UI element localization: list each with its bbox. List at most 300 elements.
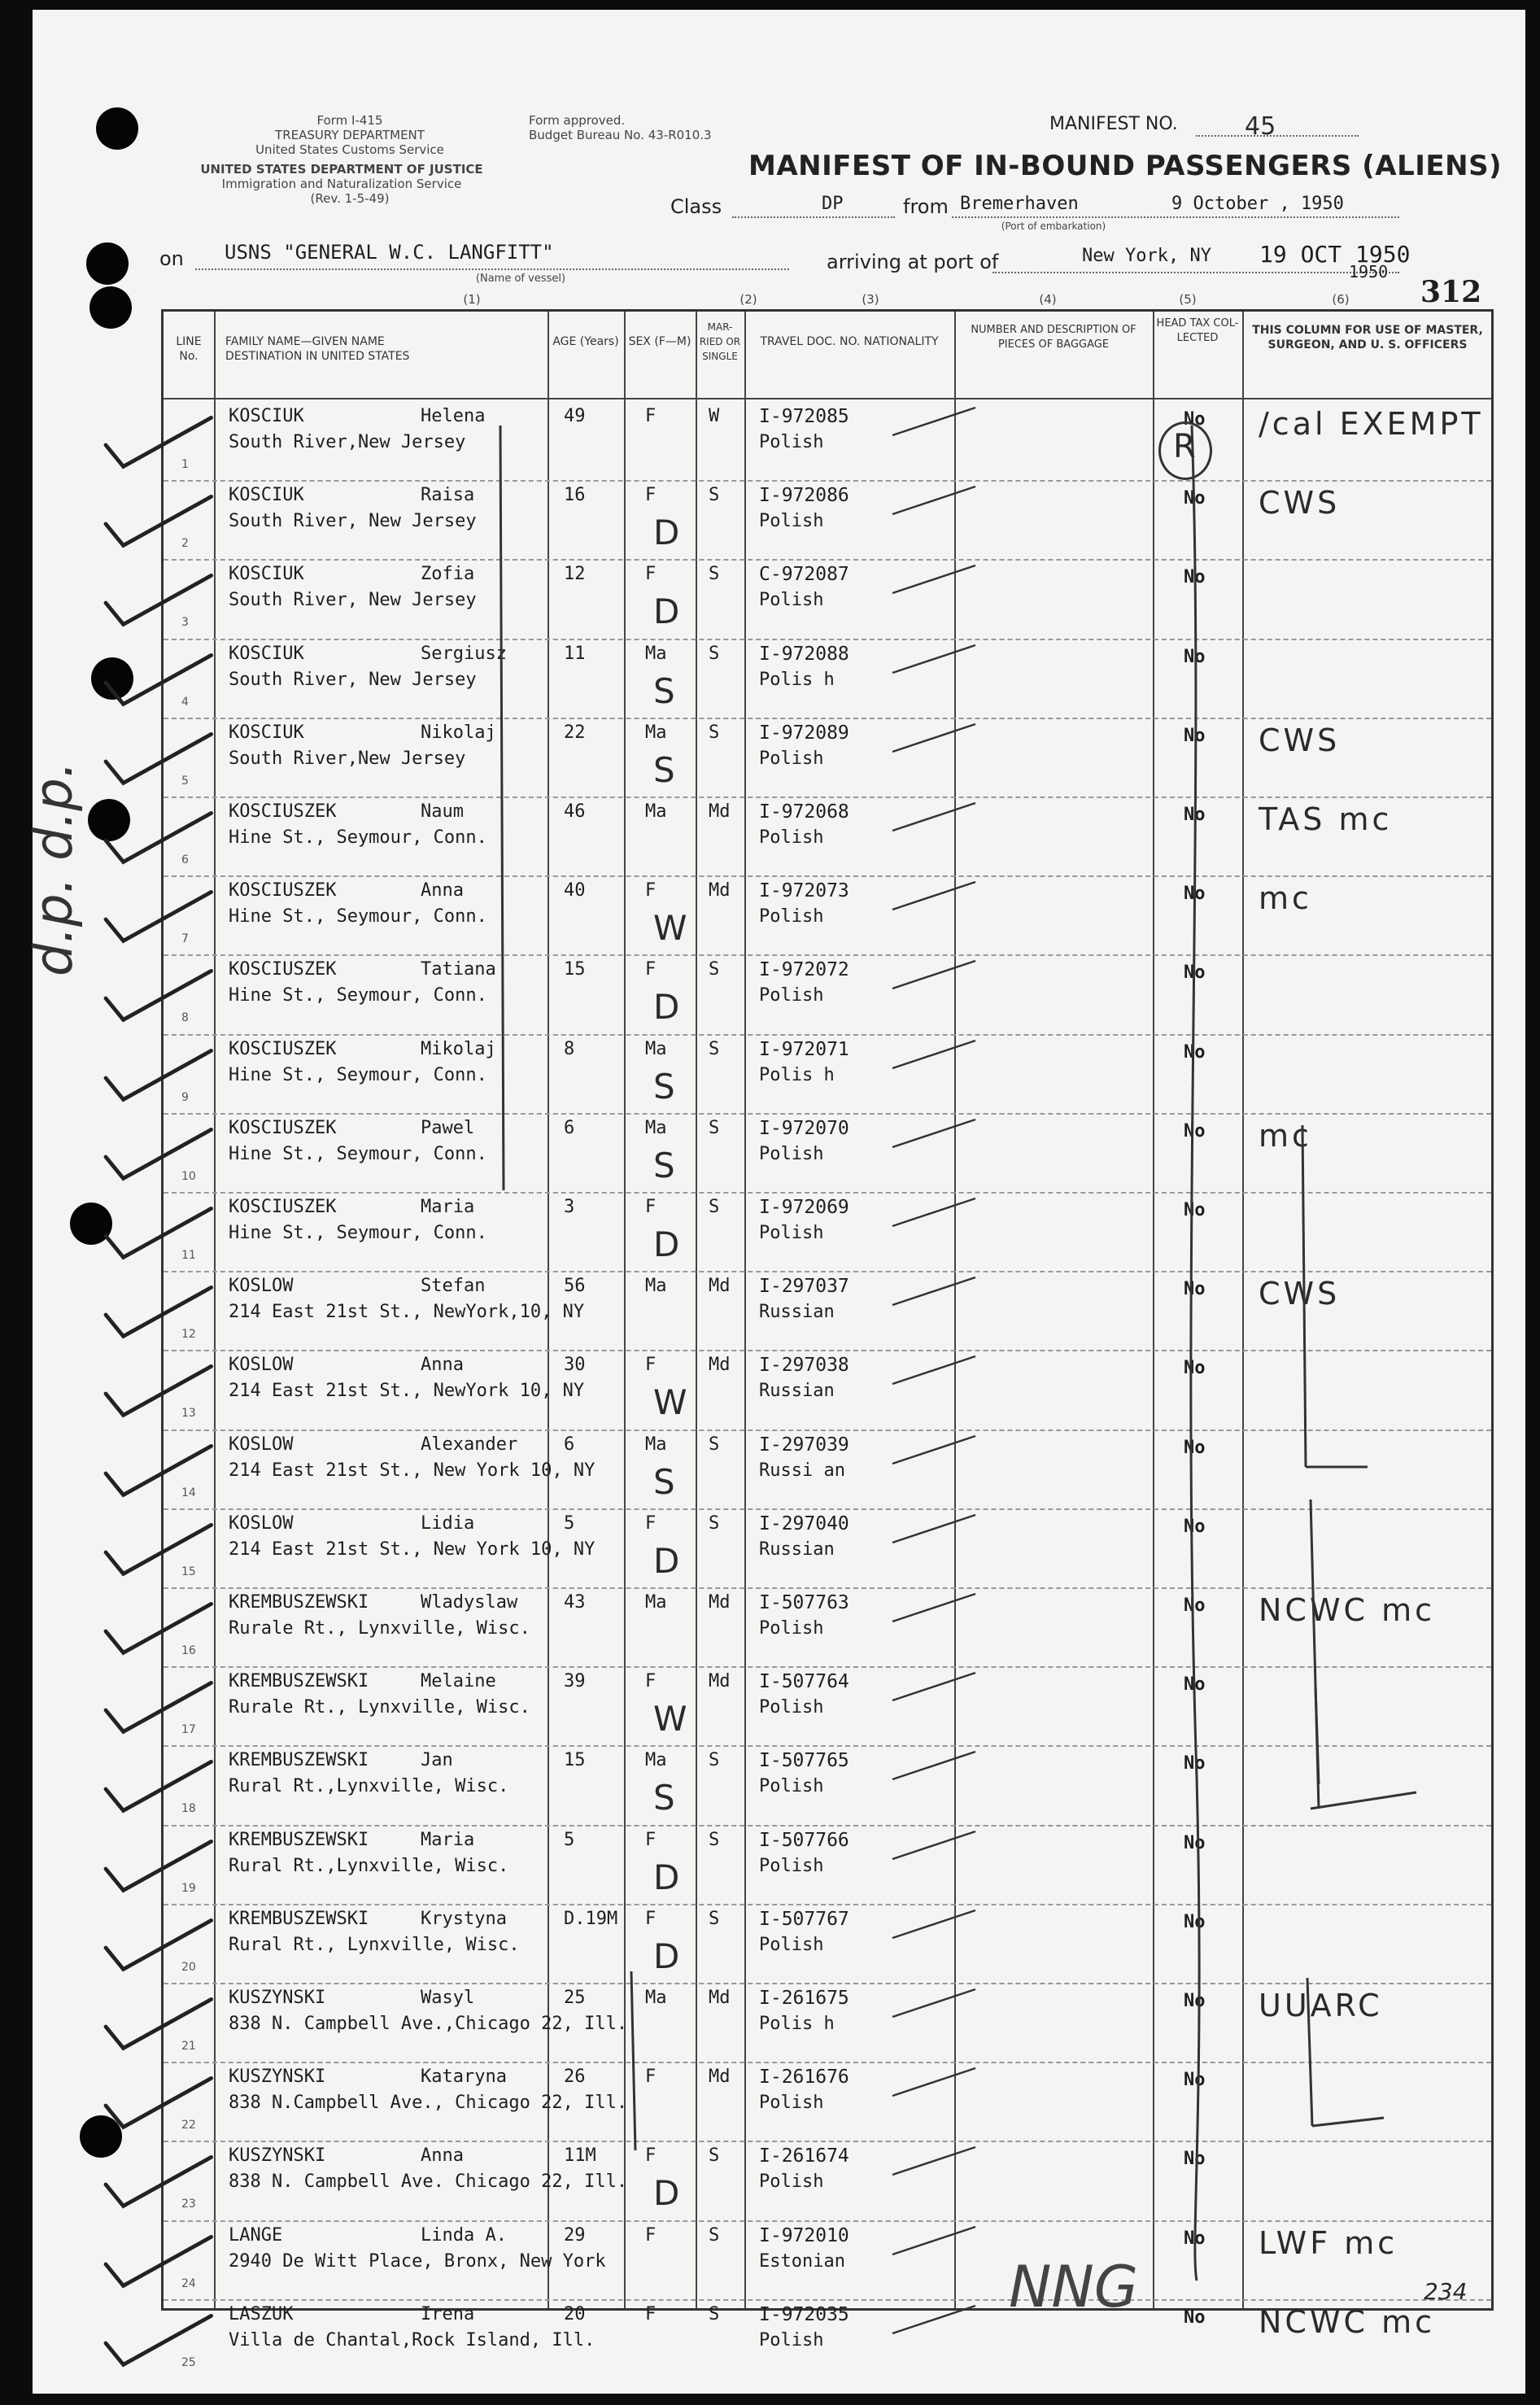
form-approved: Form approved. [529,113,626,128]
manifest-no-label: MANIFEST NO. [1049,114,1178,134]
departure-date: 9 October , 1950 [1171,194,1344,214]
destination: Hine St., Seymour, Conn. [229,985,487,1006]
doc-slash-mark [889,1984,979,2020]
marital-status: Md [709,1671,731,1692]
family-name: KOSLOW [229,1434,294,1455]
head-tax: No [1184,884,1206,905]
col-num-3: (3) [862,292,879,307]
nationality: Polish [759,1143,824,1164]
doc-slash-mark [889,482,979,517]
head-tax: No [1184,962,1206,984]
officer-note: TAS mc [1259,801,1393,837]
arrival-port: New York, NY [1082,246,1211,266]
head-tax: No [1184,646,1206,667]
table-row [164,1825,1491,1904]
officer-note: /cal EXEMPT [1259,406,1484,442]
travel-doc-no: I-507764 [759,1671,849,1693]
destination: Hine St., Seymour, Conn. [229,827,487,848]
checkmark-icon [94,2007,216,2056]
table-row [164,1192,1491,1271]
age: 22 [564,722,586,743]
destination: South River,New Jersey [229,748,466,769]
head-tax: No [1184,488,1206,509]
given-name: Naum [421,801,464,822]
table-row [164,1904,1491,1983]
head-tax: No [1184,725,1206,746]
age: 5 [564,1512,575,1534]
given-name: Linda A. [421,2224,507,2246]
table-row [164,1508,1491,1587]
sex: Ma [645,1434,667,1455]
checkmark-icon [94,1533,216,1582]
family-name: KOSCIUK [229,406,304,426]
nationality: Polish [759,1618,824,1639]
table-row [164,1666,1491,1745]
checkmark-icon [94,2245,216,2294]
nationality: Polish [759,2171,824,2193]
given-name: Melaine [421,1671,496,1692]
table-row [164,1587,1491,1666]
table-row [164,2220,1491,2299]
nationality: Polish [759,1855,824,1876]
checkmark-icon [94,1849,216,1898]
nationality: Polish [759,432,824,452]
doc-slash-mark [889,1668,979,1704]
customs-service: United States Customs Service [255,142,444,157]
family-name: KOSCIUK [229,643,304,664]
sex: Ma [645,1117,667,1138]
sex: F [645,485,657,506]
age: 43 [564,1592,586,1613]
officer-note: CWS [1259,1276,1341,1312]
age: 3 [564,1197,575,1217]
line-number: 13 [181,1407,196,1421]
checkmark-icon [94,1691,216,1739]
doc-slash-mark [889,2063,979,2099]
checkmark-icon [94,2165,216,2214]
sex: F [645,2224,657,2246]
given-name: Mikolaj [421,1038,496,1059]
officer-note: NCWC mc [1259,1592,1436,1628]
sex: F [645,959,657,980]
scan-right-edge [1525,0,1540,2405]
table-row [164,1983,1491,2062]
sex-handwritten: D [653,987,680,1028]
vessel-note: (Name of vessel) [475,273,566,285]
table-row [164,1271,1491,1350]
doc-slash-mark [889,877,979,913]
head-tax: No [1184,409,1206,430]
checkmark-icon [94,1058,216,1107]
family-name: KREMBUSZEWSKI [229,1592,369,1613]
table-row [164,1745,1491,1824]
table-row [164,2299,1491,2378]
line-number: 2 [181,537,189,551]
marital-status: Md [709,801,731,822]
marital-status: S [709,2224,720,2246]
doc-slash-mark [889,956,979,992]
sex: F [645,564,657,585]
sex: F [645,1355,657,1376]
given-name: Krystyna [421,1908,507,1929]
table-row [164,2141,1491,2219]
doc-slash-mark [889,1905,979,1941]
line-number: 25 [181,2355,196,2369]
family-name: KOSLOW [229,1355,294,1376]
officer-note: CWS [1259,722,1341,758]
head-tax: No [1184,1041,1206,1063]
table-row [164,639,1491,718]
sex: F [645,2145,657,2167]
travel-doc-no: I-507767 [759,1908,849,1930]
form-revision: (Rev. 1-5-49) [310,191,390,206]
checkmark-icon [94,900,216,949]
family-name: KOSCIUSZEK [229,1117,337,1138]
sex-handwritten: S [653,749,675,790]
age: 8 [564,1038,575,1059]
destination: 838 N.Campbell Ave., Chicago 22, Ill. [229,2093,628,2114]
sex: Ma [645,1750,667,1771]
checkmark-icon [94,583,216,632]
manifest-no: 45 [1245,112,1276,141]
footer-scrawl: NNG [1009,2254,1138,2320]
marital-status: S [709,959,720,980]
marital-status: Md [709,1988,731,2008]
checkmark-icon [94,979,216,1028]
doc-slash-mark [889,1036,979,1072]
col-num-4: (4) [1039,292,1057,307]
family-name: KUSZYNSKI [229,2067,326,2088]
marital-status: S [709,485,720,506]
doc-slash-mark [889,640,979,676]
marital-status: Md [709,1276,731,1297]
sex-handwritten: S [653,1461,675,1502]
col-header-name: FAMILY NAME—GIVEN NAME DESTINATION IN UNITED STATES [225,335,410,363]
travel-doc-no: C-972087 [759,564,849,586]
officer-note: NCWC mc [1259,2303,1436,2340]
table-row [164,1429,1491,1508]
marital-status: S [709,1038,720,1059]
sex: Ma [645,1276,667,1297]
given-name: Wladyslaw [421,1592,518,1613]
age: 6 [564,1434,575,1455]
checkmark-icon [94,2086,216,2135]
checkmark-icon [94,742,216,791]
punch-hole [86,242,129,285]
sex: F [645,1829,657,1850]
page-number: 312 [1420,275,1482,309]
family-name: KOSCIUK [229,722,304,743]
doc-slash-mark [889,1272,979,1308]
checkmark-icon [94,1928,216,1977]
head-tax: No [1184,1358,1206,1379]
doc-slash-mark [889,1115,979,1150]
line-number: 21 [181,2040,196,2053]
travel-doc-no: I-972073 [759,880,849,902]
line-number: 10 [181,1169,196,1183]
table-row [164,1034,1491,1113]
doc-slash-mark [889,1747,979,1783]
sex: Ma [645,801,667,822]
family-name: KREMBUSZEWSKI [229,1908,369,1929]
sex-handwritten: D [653,591,680,632]
given-name: Anna [421,1355,464,1376]
travel-doc-no: I-972072 [759,959,849,981]
age: 39 [564,1671,586,1692]
table-row [164,559,1491,638]
scan-top-edge [0,0,1540,10]
col-header-travel-doc: TRAVEL DOC. NO. NATIONALITY [760,335,939,348]
col-header-sex: SEX (F—M) [628,335,691,348]
given-name: Helena [421,406,486,426]
scan-bottom-edge [0,2394,1540,2405]
checkmark-icon [94,821,216,870]
age: 15 [564,1750,586,1771]
dept-justice: UNITED STATES DEPARTMENT OF JUSTICE [200,162,483,177]
col-header-age: AGE (Years) [552,335,619,348]
destination: 214 East 21st St., New York 10, NY [229,1539,595,1560]
sex-handwritten: W [653,908,687,949]
arriving-label: arriving at port of [827,251,999,273]
given-name: Kataryna [421,2067,507,2088]
checkmark-icon [94,1454,216,1503]
nationality: Polis h [759,2014,835,2034]
nationality: Russian [759,1381,835,1402]
destination: 838 N. Campbell Ave.,Chicago 22, Ill. [229,2014,628,2034]
age: 25 [564,1988,586,2008]
age: 6 [564,1117,575,1138]
marital-status: S [709,1512,720,1534]
travel-doc-no: I-972010 [759,2224,849,2246]
checkmark-icon [94,504,216,553]
marital-status: Md [709,2067,731,2088]
destination: Rural Rt., Lynxville, Wisc. [229,1934,520,1955]
destination: Villa de Chantal,Rock Island, Ill. [229,2329,595,2350]
sex-handwritten: W [653,1382,687,1423]
nationality: Russian [759,1302,835,1323]
age: 56 [564,1276,586,1297]
sex: F [645,1908,657,1929]
sex: Ma [645,643,667,664]
doc-slash-mark [889,1194,979,1229]
sex: F [645,1671,657,1692]
doc-slash-mark [889,2222,979,2258]
family-name: LANGE [229,2224,283,2246]
nationality: Polish [759,1223,824,1243]
sex-handwritten: D [653,1224,680,1264]
margin-note: d.p. d.p. [24,761,85,976]
form-number: Form I-415 [316,113,383,128]
line-number: 9 [181,1090,189,1104]
nationality: Polish [759,748,824,769]
sex-handwritten: S [653,1145,675,1185]
table-row [164,954,1491,1033]
marital-status: S [709,1117,720,1138]
marital-status: S [709,2145,720,2167]
given-name: Raisa [421,485,475,506]
head-tax: No [1184,1595,1206,1616]
nationality: Russian [759,1539,835,1560]
marital-status: S [709,564,720,585]
marital-status: Md [709,1355,731,1376]
line-number: 24 [181,2276,196,2290]
age: 20 [564,2303,586,2324]
doc-slash-mark [889,1351,979,1387]
family-name: KOSLOW [229,1276,294,1297]
checkmark-icon [94,1216,216,1265]
col-num-6: (6) [1332,292,1350,307]
age: 16 [564,485,586,506]
travel-doc-no: I-972086 [759,485,849,507]
travel-doc-no: I-297038 [759,1355,849,1377]
nationality: Polish [759,2329,824,2350]
sex-handwritten: D [653,1936,680,1976]
marital-status: Md [709,1592,731,1613]
budget-number: Budget Bureau No. 43-R010.3 [529,128,712,142]
punch-hole [96,107,138,150]
family-name: KOSCIUK [229,564,304,585]
nationality: Polish [759,590,824,611]
line-number: 3 [181,616,189,630]
checkmark-icon [94,1295,216,1344]
given-name: Anna [421,880,464,901]
travel-doc-no: I-972035 [759,2303,849,2325]
line-number: 18 [181,1802,196,1816]
sex-handwritten: S [653,1066,675,1106]
table-row [164,875,1491,954]
doc-slash-mark [889,719,979,755]
family-name: KOSCIUSZEK [229,880,337,901]
destination: 214 East 21st St., NewYork,10, NY [229,1302,585,1323]
sex: F [645,1512,657,1534]
nationality: Polish [759,985,824,1006]
sex-handwritten: S [653,670,675,711]
travel-doc-no: I-972068 [759,801,849,823]
age: 5 [564,1829,575,1850]
line-number: 12 [181,1328,196,1342]
col-num-1: (1) [463,292,481,307]
age: D.19M [564,1908,618,1929]
checkmark-icon [94,1137,216,1186]
family-name: KOSCIUSZEK [229,1038,337,1059]
col-header-head-tax: HEAD TAX COL-LECTED [1156,317,1239,344]
sex: Ma [645,722,667,743]
col-header-married: MAR-RIED OR SINGLE [699,321,741,362]
sex: F [645,406,657,426]
class-value: DP [822,194,844,214]
family-name: KOSCIUSZEK [229,959,337,980]
given-name: Wasyl [421,1988,475,2008]
travel-doc-no: I-972071 [759,1038,849,1060]
marital-status: S [709,1434,720,1455]
table-row [164,1113,1491,1192]
given-name: Lidia [421,1512,475,1534]
line-number: 20 [181,1960,196,1974]
nationality: Polish [759,511,824,532]
family-name: KREMBUSZEWSKI [229,1750,369,1771]
head-tax: No [1184,1120,1206,1141]
given-name: Sergiusz [421,643,507,664]
doc-slash-mark [889,403,979,439]
sex-handwritten: W [653,1699,687,1739]
travel-doc-no: I-297039 [759,1434,849,1456]
sex-handwritten: S [653,1778,675,1818]
destination: Hine St., Seymour, Conn. [229,1064,487,1085]
from-label: from [903,195,949,218]
marital-status: S [709,1908,720,1929]
passenger-table [161,309,1494,2369]
nationality: Estonian [759,2250,845,2272]
head-tax: No [1184,805,1206,825]
from-port: Bremerhaven [960,194,1079,214]
doc-slash-mark [889,2142,979,2178]
officer-note: mc [1259,880,1312,917]
nationality: Polish [759,2093,824,2114]
destination: Rurale Rt., Lynxville, Wisc. [229,1618,530,1639]
sex-handwritten: D [653,2173,680,2214]
given-name: Nikolaj [421,722,496,743]
family-name: KOSCIUK [229,485,304,506]
marital-status: Md [709,880,731,901]
dept-treasury: TREASURY DEPARTMENT [275,128,425,142]
destination: South River, New Jersey [229,511,477,532]
nationality: Polish [759,827,824,848]
sex-handwritten: D [653,1857,680,1897]
travel-doc-no: I-261674 [759,2145,849,2167]
family-name: LASZUK [229,2303,294,2324]
head-tax: No [1184,2070,1206,2091]
sex: F [645,1197,657,1217]
age: 11M [564,2145,596,2167]
line-number: 23 [181,2198,196,2211]
head-tax: No [1184,1674,1206,1696]
destination: South River, New Jersey [229,590,477,611]
given-name: Zofia [421,564,475,585]
nationality: Polish [759,906,824,928]
age: 40 [564,880,586,901]
travel-doc-no: I-507765 [759,1750,849,1772]
checkmark-icon [94,2324,216,2372]
destination: Hine St., Seymour, Conn. [229,906,487,928]
destination: Rural Rt.,Lynxville, Wisc. [229,1855,509,1876]
age: 30 [564,1355,586,1376]
nationality: Polish [759,1776,824,1797]
given-name: Stefan [421,1276,486,1297]
family-name: KREMBUSZEWSKI [229,1671,369,1692]
col-header-baggage: NUMBER AND DESCRIPTION OF PIECES OF BAGGAGE [971,324,1136,351]
officer-note: mc [1259,1117,1312,1154]
marital-status: S [709,2303,720,2324]
line-number: 7 [181,932,189,946]
officer-note: CWS [1259,485,1341,522]
table-row [164,2062,1491,2141]
destination: Rurale Rt., Lynxville, Wisc. [229,1697,530,1718]
age: 26 [564,2067,586,2088]
marital-status: S [709,1197,720,1217]
head-tax: No [1184,1437,1206,1458]
travel-doc-no: I-297037 [759,1276,849,1298]
sex: Ma [645,1592,667,1613]
sex-handwritten: D [653,1540,680,1581]
destination: 214 East 21st St., NewYork 10, NY [229,1381,585,1402]
line-number: 22 [181,2119,196,2132]
on-label: on [159,247,184,270]
line-number: 11 [181,1249,196,1262]
head-tax: No [1184,567,1206,588]
marital-status: S [709,722,720,743]
doc-slash-mark [889,798,979,834]
age: 11 [564,643,586,664]
